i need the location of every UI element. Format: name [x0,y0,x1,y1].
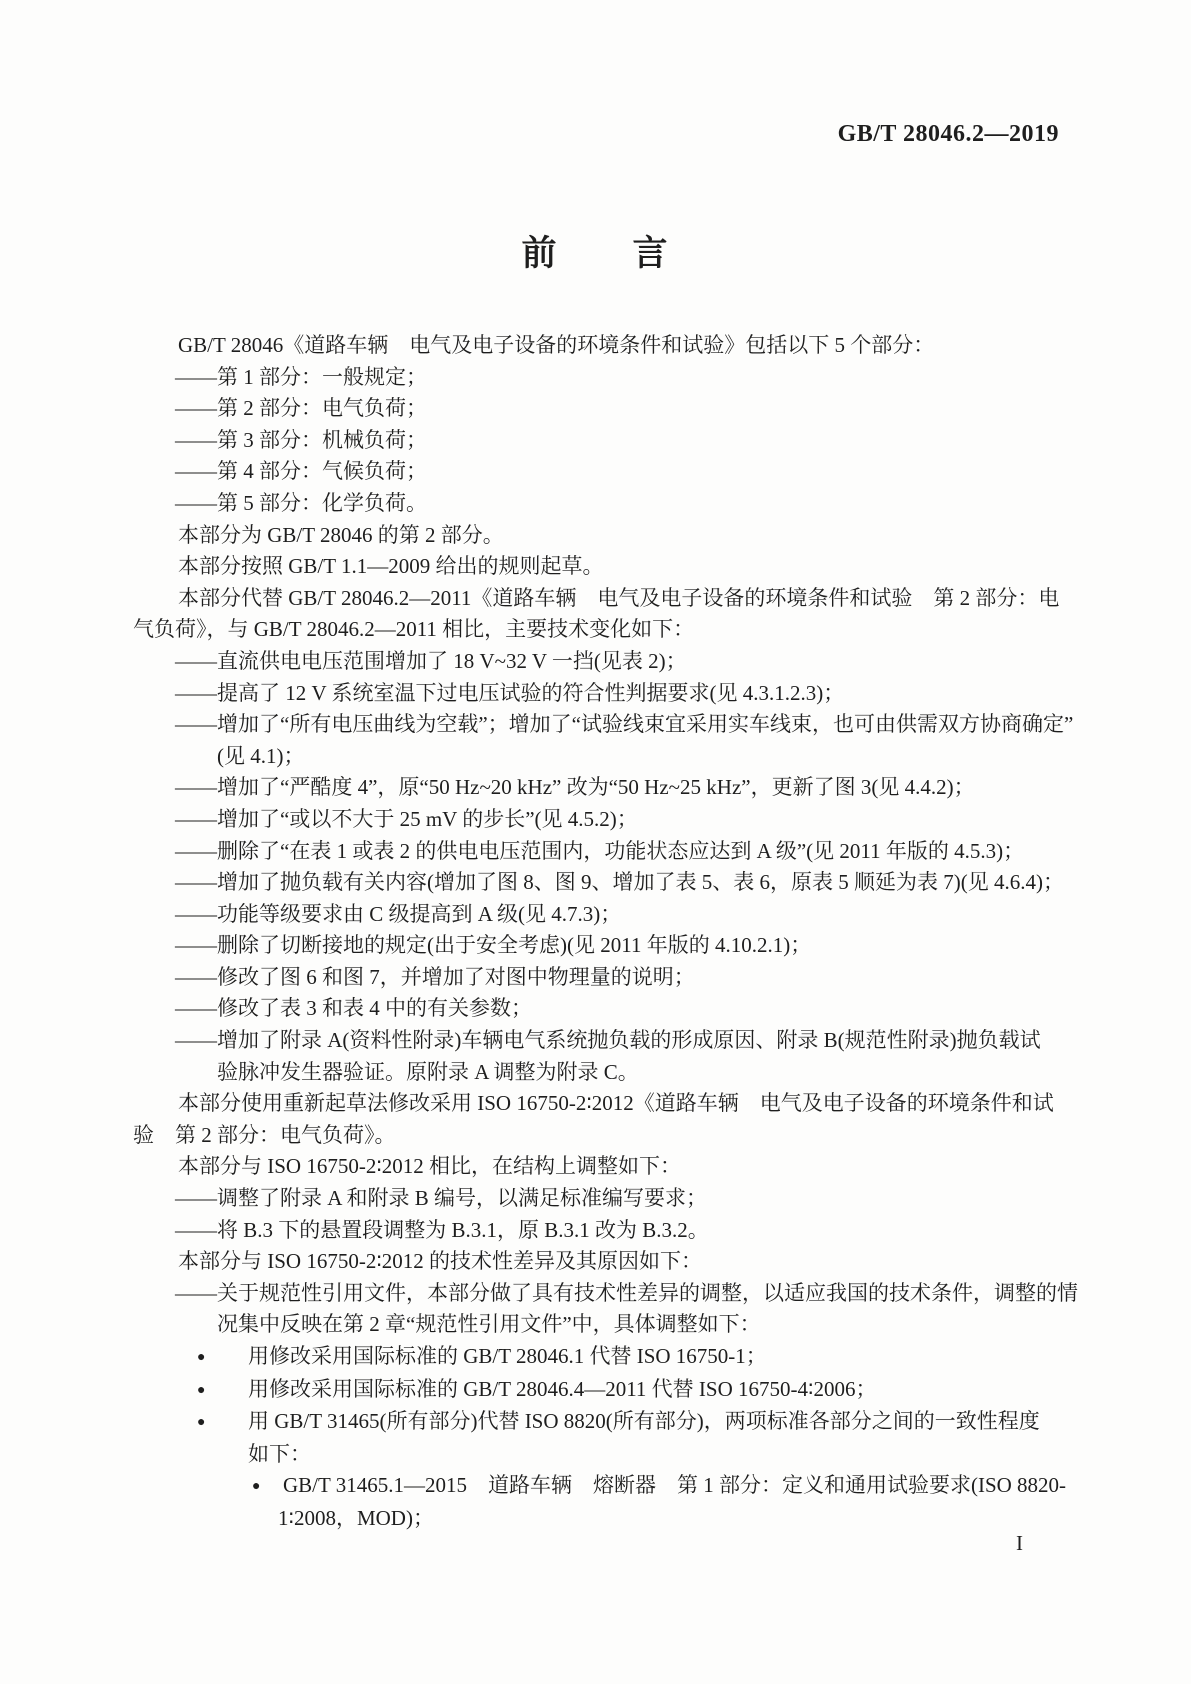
text-line: 本部分与 ISO 16750-2∶2012 的技术性差异及其原因如下： [178,1249,703,1274]
text-line: 本部分与 ISO 16750-2∶2012 相比，在结构上调整如下： [178,1154,682,1179]
text-line: ——将 B.3 下的悬置段调整为 B.3.1，原 B.3.1 改为 B.3.2。 [175,1217,709,1242]
text-line: 验 第 2 部分：电气负荷》。 [133,1122,396,1147]
text-line [133,1341,1085,1374]
text-line: 本部分为 GB/T 28046 的第 2 部分。 [178,522,504,547]
text-line: ——第 2 部分：电气负荷； [175,396,427,421]
text-line: ——第 5 部分：化学负荷。 [175,490,427,515]
bullet-text: 用 GB/T 31465(所有部分)代替 ISO 8820(所有部分)，两项标准各部分之间的一致性程度 [248,1409,1040,1434]
text-line: GB/T 28046《道路车辆 电气及电子设备的环境条件和试验》包括以下 5 个部分： [178,333,935,357]
bullet-text: 用修改采用国际标准的 GB/T 28046.1 代替 ISO 16750-1； [248,1344,767,1368]
bullet-icon: ● [197,1415,206,1431]
text-line: ——增加了“或以不大于 25 mV 的步长”(见 4.5.2)； [175,806,638,831]
text-line: ——关于规范性引用文件，本部分做了具有技术性差异的调整，以适应我国的技术条件，调整的情 [175,1280,1078,1305]
document-body [133,330,1085,1535]
text-line: ——提高了 12 V 系统室温下过电压试验的符合性判据要求(见 4.3.1.2.3)； [175,680,845,705]
text-line: ——删除了切断接地的规定(出于安全考虑)(见 2011 年版的 4.10.2.1)； [175,933,812,958]
text-line [133,1406,1085,1439]
text-line: 气负荷》，与 GB/T 28046.2—2011 相比，主要技术变化如下： [133,617,695,642]
text-line: 如下： [248,1441,311,1466]
text-line: ——第 3 部分：机械负荷； [175,427,427,452]
bullet-icon: ● [252,1479,261,1495]
text-line: (见 4.1)； [217,743,305,768]
page-number: I [1016,1531,1024,1555]
standard-code-header: GB/T 28046.2—2019 [837,121,1059,147]
text-line: ——功能等级要求由 C 级提高到 A 级(见 4.7.3)； [175,901,622,926]
text-line: 本部分使用重新起草法修改采用 ISO 16750-2∶2012《道路车辆 电气及电子设备的环境条件和试 [178,1091,1054,1116]
page-title: 前 言 [521,234,670,273]
text-line: 况集中反映在第 2 章“规范性引用文件”中，具体调整如下： [217,1312,761,1337]
bullet-icon: ● [197,1382,206,1398]
text-line [133,1470,1085,1503]
text-line: 1∶2008，MOD)； [278,1505,434,1530]
text-line: ——增加了附录 A(资料性附录)车辆电气系统抛负载的形成原因、附录 B(规范性附录)抛负载试 [175,1028,1041,1053]
text-line: ——增加了“严酷度 4”，原“50 Hz~20 kHz” 改为“50 Hz~25 kHz”，更新了图 3(见 4.4.2)； [175,775,975,800]
text-line: ——直流供电电压范围增加了 18 V~32 V 一挡(见表 2)； [175,648,687,673]
text-line: ——增加了“所有电压曲线为空载”；增加了“试验线束宜采用实车线束，也可由供需双方协商确定” [175,712,1074,737]
text-line: 本部分代替 GB/T 28046.2—2011《道路车辆 电气及电子设备的环境条件和试验 第 2 部分：电 [178,585,1060,610]
text-line [133,1374,1085,1407]
text-line: ——修改了图 6 和图 7，并增加了对图中物理量的说明； [175,964,695,989]
bullet-text: 用修改采用国际标准的 GB/T 28046.4—2011 代替 ISO 16750-4∶2006； [248,1376,877,1401]
bullet-icon: ● [197,1350,206,1365]
text-line: ——调整了附录 A 和附录 B 编号，以满足标准编写要求； [175,1186,708,1211]
text-line: ——删除了“在表 1 或表 2 的供电电压范围内，功能状态应达到 A 级”(见 2011 年版的 4.5.3)； [175,838,1025,863]
text-line: ——修改了表 3 和表 4 中的有关参数； [175,996,532,1021]
text-line: ——增加了抛负载有关内容(增加了图 8、图 9、增加了表 5、表 6，原表 5 顺延为表 7)(见 4.6.4)； [175,870,1064,895]
text-line: 本部分按照 GB/T 1.1—2009 给出的规则起草。 [178,554,604,579]
text-line: ——第 1 部分：一般规定； [175,364,427,389]
bullet-text: GB/T 31465.1—2015 道路车辆 熔断器 第 1 部分：定义和通用试验要求(ISO 8820- [283,1473,1067,1498]
text-line: 验脉冲发生器验证。原附录 A 调整为附录 C。 [217,1059,639,1084]
text-line: ——第 4 部分：气候负荷； [175,459,427,484]
